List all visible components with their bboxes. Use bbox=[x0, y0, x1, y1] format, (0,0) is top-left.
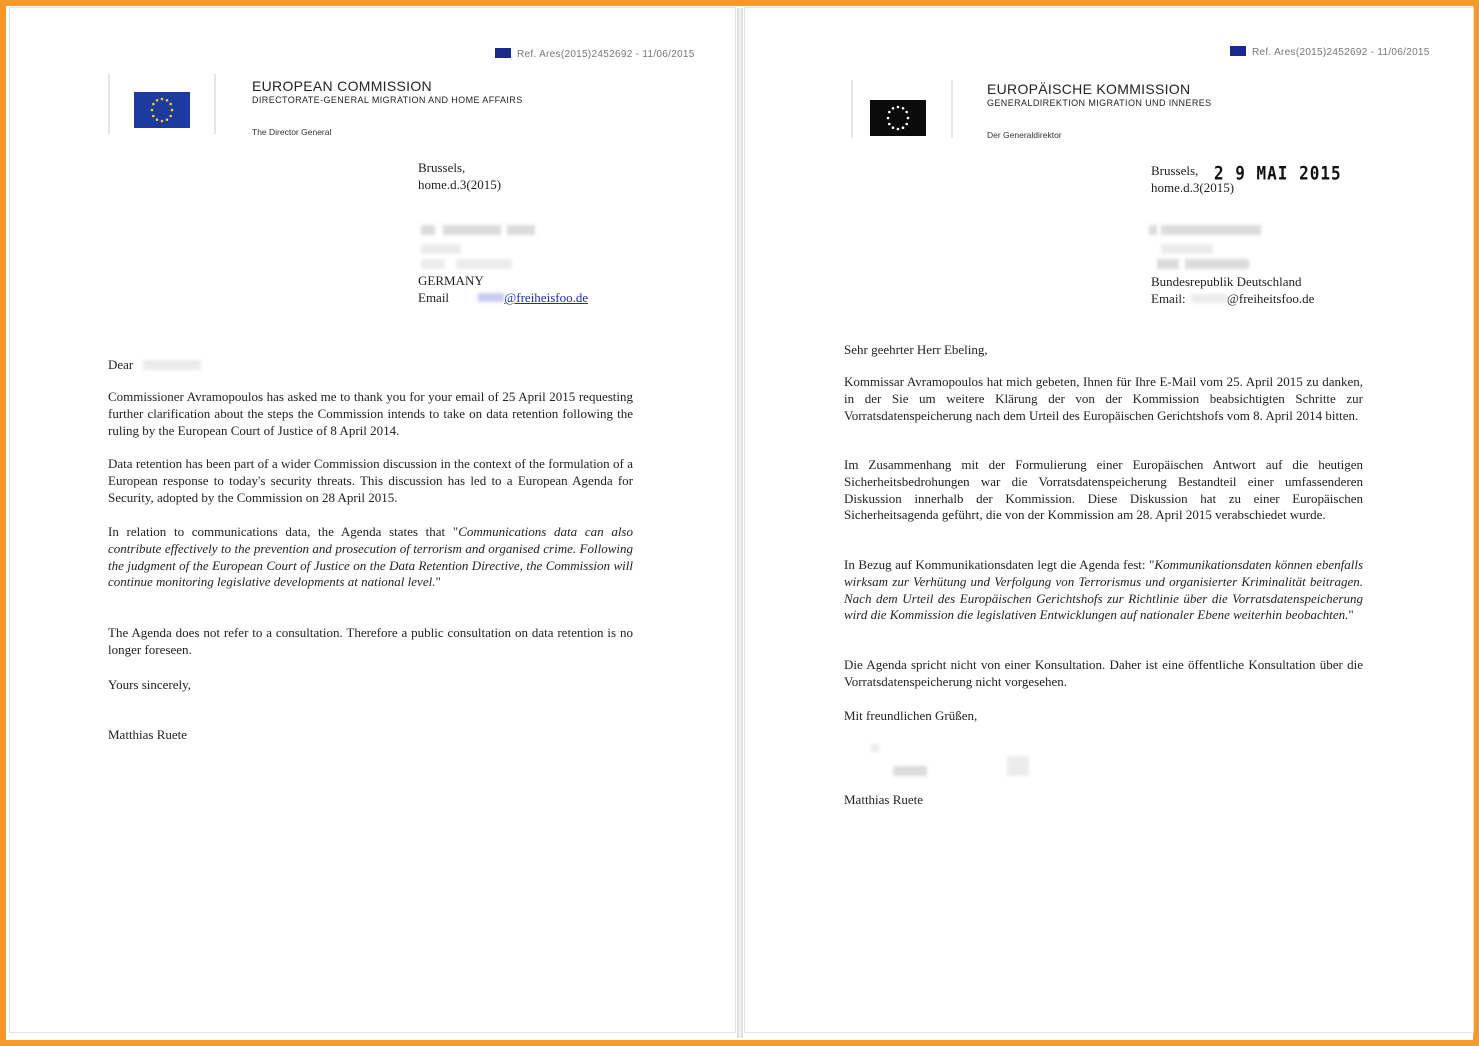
paragraph-3 bbox=[108, 524, 633, 591]
ref-text: Ref. Ares(2015)2452692 - 11/06/2015 bbox=[1252, 47, 1430, 58]
email-line bbox=[418, 289, 588, 306]
redacted-block bbox=[871, 744, 879, 752]
redacted-block bbox=[443, 225, 501, 235]
redacted-block bbox=[456, 259, 512, 269]
redacted-block bbox=[507, 225, 535, 235]
department-name: DIRECTORATE-GENERAL MIGRATION AND HOME AFFAIRS bbox=[252, 95, 523, 105]
agenda-quote: Communications data can also contribute effectively to the prevention and prosecution of terrorism and organised crime. Following the judgment of the European Court of Justice on the Data Retention Directive, the Commission will continue monitoring legislative developments at national level. bbox=[108, 524, 633, 590]
department-name: GENERALDIREKTION MIGRATION UND INNERES bbox=[987, 98, 1212, 108]
quote-intro: In relation to communications data, the Agenda states that " bbox=[108, 524, 459, 539]
recipient-country: Bundesrepublik Deutschland bbox=[1151, 274, 1302, 289]
paragraph-4: The Agenda does not refer to a consultation. Therefore a public consultation on data retention is no longer foreseen. bbox=[108, 625, 633, 657]
place: Brussels, bbox=[1151, 163, 1199, 178]
redacted-block bbox=[478, 293, 504, 302]
redacted-block bbox=[1157, 259, 1179, 269]
agenda-quote: Kommunikationsdaten können ebenfalls wirksam zur Verhütung und Verfolgung von Terrorismus und organisierter Kriminalität beitragen. Nach dem Urteil des Europäischen Gerichtshofs zur Richtlinie über die Vorratsdatenspeicherung wird die Kommission die legislativen Entwicklungen auf nationaler Ebene weiterhin beobachten. bbox=[844, 557, 1364, 623]
org-name: EUROPEAN COMMISSION bbox=[252, 78, 432, 94]
email-label: Email: bbox=[1151, 291, 1186, 306]
letter-page-german bbox=[745, 8, 1473, 1032]
redacted-block bbox=[421, 244, 461, 254]
paragraph-3 bbox=[844, 557, 1363, 624]
eu-flag-mini-icon bbox=[1230, 46, 1246, 56]
director-title: The Director General bbox=[252, 127, 332, 137]
redacted-block bbox=[1161, 244, 1213, 254]
quote-intro: In Bezug auf Kommunikationsdaten legt die Agenda fest: " bbox=[844, 557, 1155, 572]
paragraph-4: Die Agenda spricht nicht von einer Konsultation. Daher ist eine öffentliche Konsultation über die Vorratsdatenspeicherung nicht vorgesehen. bbox=[844, 657, 1363, 689]
redacted-signature bbox=[893, 766, 927, 776]
quote-end: " bbox=[1348, 607, 1354, 623]
place: Brussels, bbox=[418, 160, 466, 175]
ref-text: Ref. Ares(2015)2452692 - 11/06/2015 bbox=[517, 49, 695, 60]
ref-line bbox=[1230, 46, 1430, 58]
redacted-block bbox=[1185, 259, 1249, 269]
redacted-block bbox=[1191, 294, 1227, 303]
email-address: @freiheitsfoo.de bbox=[1226, 291, 1315, 306]
redacted-block bbox=[421, 225, 435, 235]
email-link[interactable]: @freiheisfoo.de bbox=[504, 290, 589, 305]
file-reference: home.d.3(2015) bbox=[418, 177, 502, 192]
letter-page-english bbox=[10, 8, 735, 1032]
redacted-block bbox=[143, 360, 201, 370]
redacted-block bbox=[1161, 225, 1261, 235]
closing: Mit freundlichen Grüßen, bbox=[844, 708, 978, 723]
paragraph-2: Data retention has been part of a wider Commission discussion in the context of the formulation of a European response to today's security threats. This discussion has led to a European Agenda for Security, adopted by the Commission on 28 April 2015. bbox=[108, 456, 633, 505]
salutation: Sehr geehrter Herr Ebeling, bbox=[844, 342, 988, 357]
director-title: Der Generaldirektor bbox=[987, 130, 1062, 140]
paragraph-1: Commissioner Avramopoulos has asked me to thank you for your email of 25 April 2015 requesting further clarification about the steps the Commission intends to take on data retention following the ruling by the European Court of Justice of 8 April 2014. bbox=[108, 389, 633, 438]
org-name: EUROPÄISCHE KOMMISSION bbox=[987, 81, 1191, 97]
file-reference: home.d.3(2015) bbox=[1151, 180, 1235, 195]
redacted-block bbox=[421, 259, 445, 269]
signature-name: Matthias Ruete bbox=[844, 792, 924, 807]
recipient-country: GERMANY bbox=[418, 273, 484, 288]
paragraph-2: Im Zusammenhang mit der Formulierung einer Europäischen Antwort auf die heutigen Sicherheitsbedrohungen war die Vorratsdatenspeicherung Bestandteil einer umfassenderen Diskussion innerhalb der Kommission. Diese Diskussion hat zu einer Europäischen Sicherheitsagenda geführt, die von der Kommission am 28. April 2015 verabschiedet wurde. bbox=[844, 457, 1363, 523]
eu-flag-icon bbox=[134, 92, 190, 128]
quote-end: " bbox=[435, 574, 441, 590]
page-divider bbox=[737, 8, 743, 1038]
email-line bbox=[1151, 290, 1314, 307]
ref-line bbox=[495, 48, 695, 60]
closing: Yours sincerely, bbox=[108, 677, 192, 692]
eu-flag-icon bbox=[870, 100, 926, 136]
paragraph-1: Kommissar Avramopoulos hat mich gebeten, Ihnen für Ihre E-Mail vom 25. April 2015 zu danken, in der Sie um weitere Klärung der von der Kommission beabsichtigten Schritte zur Vorratsdatenspeicherung nach dem Urteil des Europäischen Gerichtshofs vom 8. April 2014 bitten. bbox=[844, 374, 1363, 423]
salutation bbox=[108, 356, 201, 373]
signature-name: Matthias Ruete bbox=[108, 727, 188, 742]
email-label: Email bbox=[418, 290, 450, 305]
eu-flag-mini-icon bbox=[495, 48, 511, 58]
salutation-text: Dear bbox=[108, 357, 134, 372]
redacted-block bbox=[1149, 225, 1157, 235]
date-stamp: 2 9 MAI 2015 bbox=[1214, 162, 1342, 184]
redacted-signature bbox=[1007, 756, 1029, 776]
